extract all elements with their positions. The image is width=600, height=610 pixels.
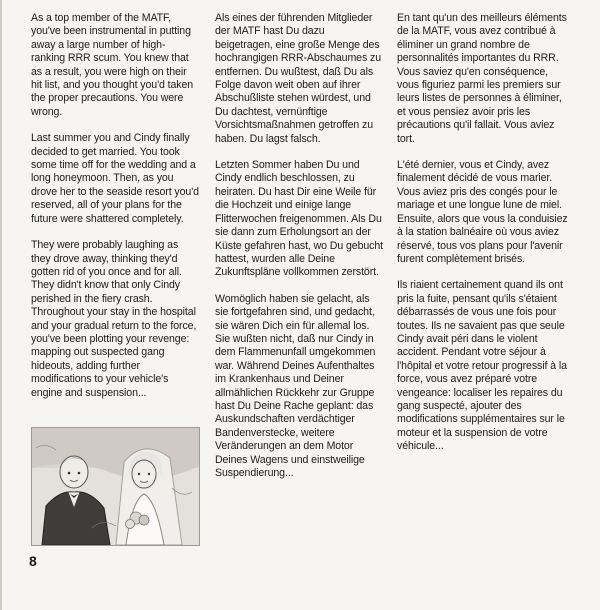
english-column bbox=[31, 12, 199, 413]
french-paragraph-1: En tant qu'un des meilleurs éléments de la MATF, vous avez contribué à éliminer un grand nombre de personnalités importantes du RRR. Vous saviez qu'en conséquence, vous figuriez parmi les premiers sur leurs listes de personnes à éliminer, et vous pensiez avoir pris les précautions qu'il fallait. Vous aviez tort. bbox=[397, 12, 567, 145]
english-paragraph-2: Last summer you and Cindy finally decided to get married. You took some time off for the wedding and a long honeymoon. Then, as you drove her to the seaside resort you'd reserved, all of your plans for the future were shattered completely. bbox=[31, 132, 199, 225]
german-paragraph-3: Womöglich haben sie gelacht, als sie fortgefahren sind, und gedacht, sie wären Dich ein für allemal los. Sie wußten nicht, daß nur Cindy in dem Flammenunfall umgekommen war. Während Deines Aufenthaltes im Krankenhaus und Deiner allmählichen Rückkehr zur Gruppe hast Du Deine Rache geplant: das Auskundschaften verdächtiger Bandenverstecke, weitere Veränderungen an dem Motor Deines Wagens und einstweilige Suspendierung... bbox=[215, 292, 376, 479]
french-paragraph-2: L'été dernier, vous et Cindy, avez finalement décidé de vous marier. Vous aviez pris des congés pour le mariage et une longue lune de miel. Ensuite, alors que vous la conduisiez à la station balnéaire où vous aviez réservé, tous vos plans pour l'avenir furent complètement brisés. bbox=[397, 159, 568, 265]
scan-edge bbox=[0, 0, 2, 610]
page-number: 8 bbox=[29, 553, 37, 569]
german-column bbox=[215, 12, 383, 493]
french-paragraph-3: Ils riaient certainement quand ils ont pris la fuite, pensant qu'ils s'étaient débarrassés de vous une fois pour toutes. Ils ne savaient pas que seule Cindy avait péri dans le violent accident. Pendant votre séjour à l'hôpital et votre retour progressif à la force, vous avez préparé votre vengeance: localiser les repaires du gang suspecté, ajouter des modifications supplémentaires sur le moteur et la suspension de votre véhicule... bbox=[397, 279, 567, 453]
english-paragraph-3: They were probably laughing as they drove away, thinking they'd gotten rid of you once and for all. They didn't know that only Cindy perished in the fiery crash. Throughout your stay in the hospital and your gradual return to the force, you've been plotting your revenge: mapping out suspected gang hideouts, adding further modifications to your vehicle's engine and suspension... bbox=[31, 239, 197, 399]
german-paragraph-1: Als eines der führenden Mitglieder der MATF hast Du dazu beigetragen, eine große Menge des hochrangigen RRR-Abschaumes zu entfernen. Du wußtest, daß Du als Folge davon weit oben auf ihrer Abschußliste stehen würdest, und Du dachtest, vernünftige Vorsichtsmaßnahmen getroffen zu haben. Du lagst falsch. bbox=[215, 12, 381, 145]
wedding-couple-drawing bbox=[32, 428, 199, 545]
english-paragraph-1: As a top member of the MATF, you've been instrumental in putting away a large number of high-ranking RRR scum. You knew that as a result, you were high on their hit list, and you thought you'd taken the proper precautions. You were wrong. bbox=[31, 12, 194, 118]
french-column bbox=[397, 12, 571, 467]
german-paragraph-2: Letzten Sommer haben Du und Cindy endlich beschlossen, zu heiraten. Du hast Dir eine Weile für die Hochzeit und einige lange Flitterwochen freigenommen. Als Du sie dann zum Erholungsort an der Küste gefahren hast, wo Du gebucht hattest, wurden alle Deine Zukunftspläne vollkommen zerstört. bbox=[215, 159, 383, 279]
wedding-couple-illustration bbox=[31, 427, 200, 546]
